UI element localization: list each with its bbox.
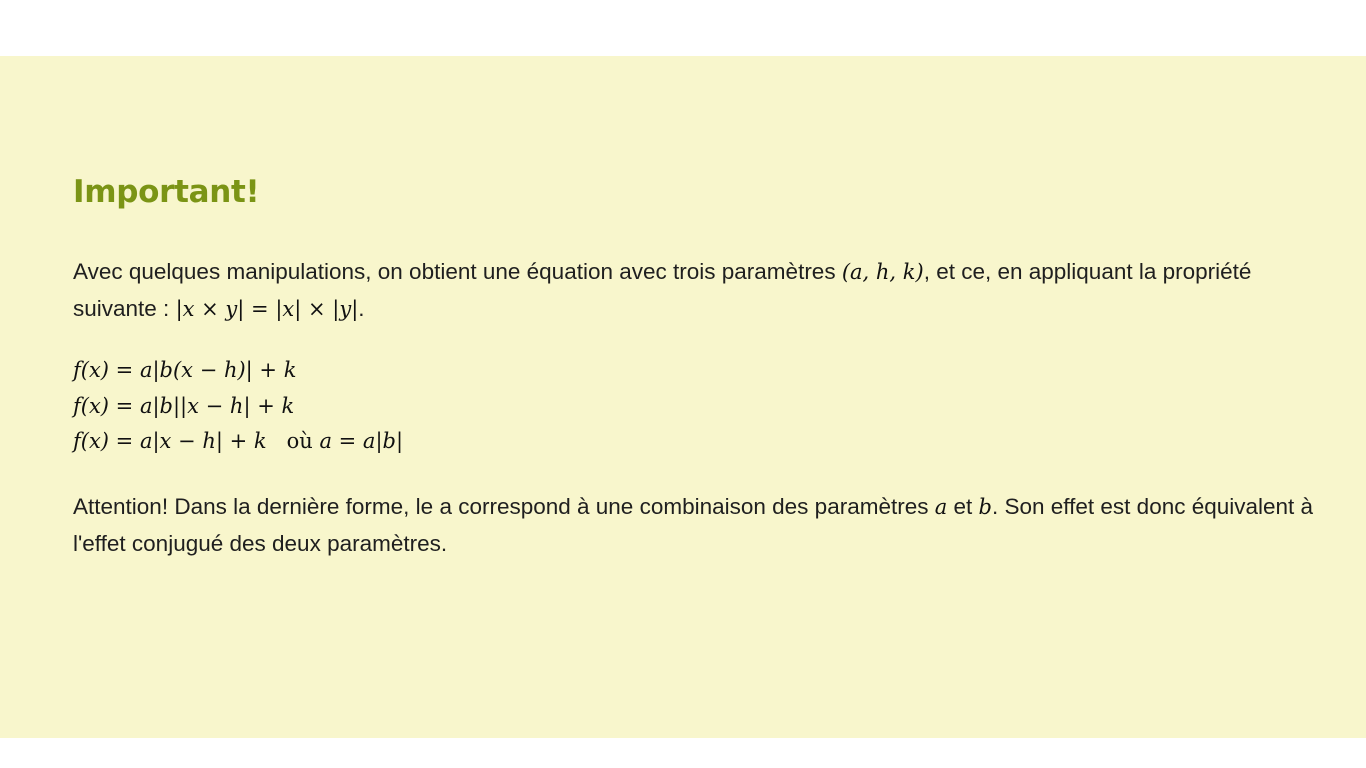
intro-paragraph (73, 254, 1333, 327)
equation-line-1: f(x) = a|b(x − h)| + k (73, 358, 297, 382)
attention-text-and: et (947, 494, 979, 519)
attention-paragraph (73, 489, 1337, 561)
important-callout (0, 56, 1366, 738)
attention-text-start: Attention! Dans la dernière forme, le a correspond à une combinaison des paramètres (73, 494, 935, 519)
intro-text-end: . (358, 295, 365, 321)
equation-line-3-tail: a = a|b| (319, 429, 404, 453)
absolute-value-property-math: |x × y| = |x| × |y| (175, 296, 359, 321)
param-b-math: b (978, 495, 992, 519)
equation-line-3-connector: où (286, 429, 313, 453)
intro-text-start: Avec quelques manipulations, on obtient une équation avec trois paramètres (73, 259, 842, 284)
callout-title: Important! (73, 174, 260, 210)
equation-block (73, 353, 1333, 460)
intro-text-middle: , et ce, en appliquant la propriété suivante : (73, 259, 1252, 321)
equation-line-3-main: f(x) = a|x − h| + k (73, 429, 267, 453)
attention-text-end: . Son effet est donc équivalent à l'effet conjugué des deux paramètres. (73, 494, 1314, 556)
equation-line-3 (73, 424, 1333, 460)
equation-line-2: f(x) = a|b||x − h| + k (73, 393, 295, 418)
param-a-math: a (934, 495, 948, 519)
parameters-math: (a, h, k) (841, 260, 924, 284)
